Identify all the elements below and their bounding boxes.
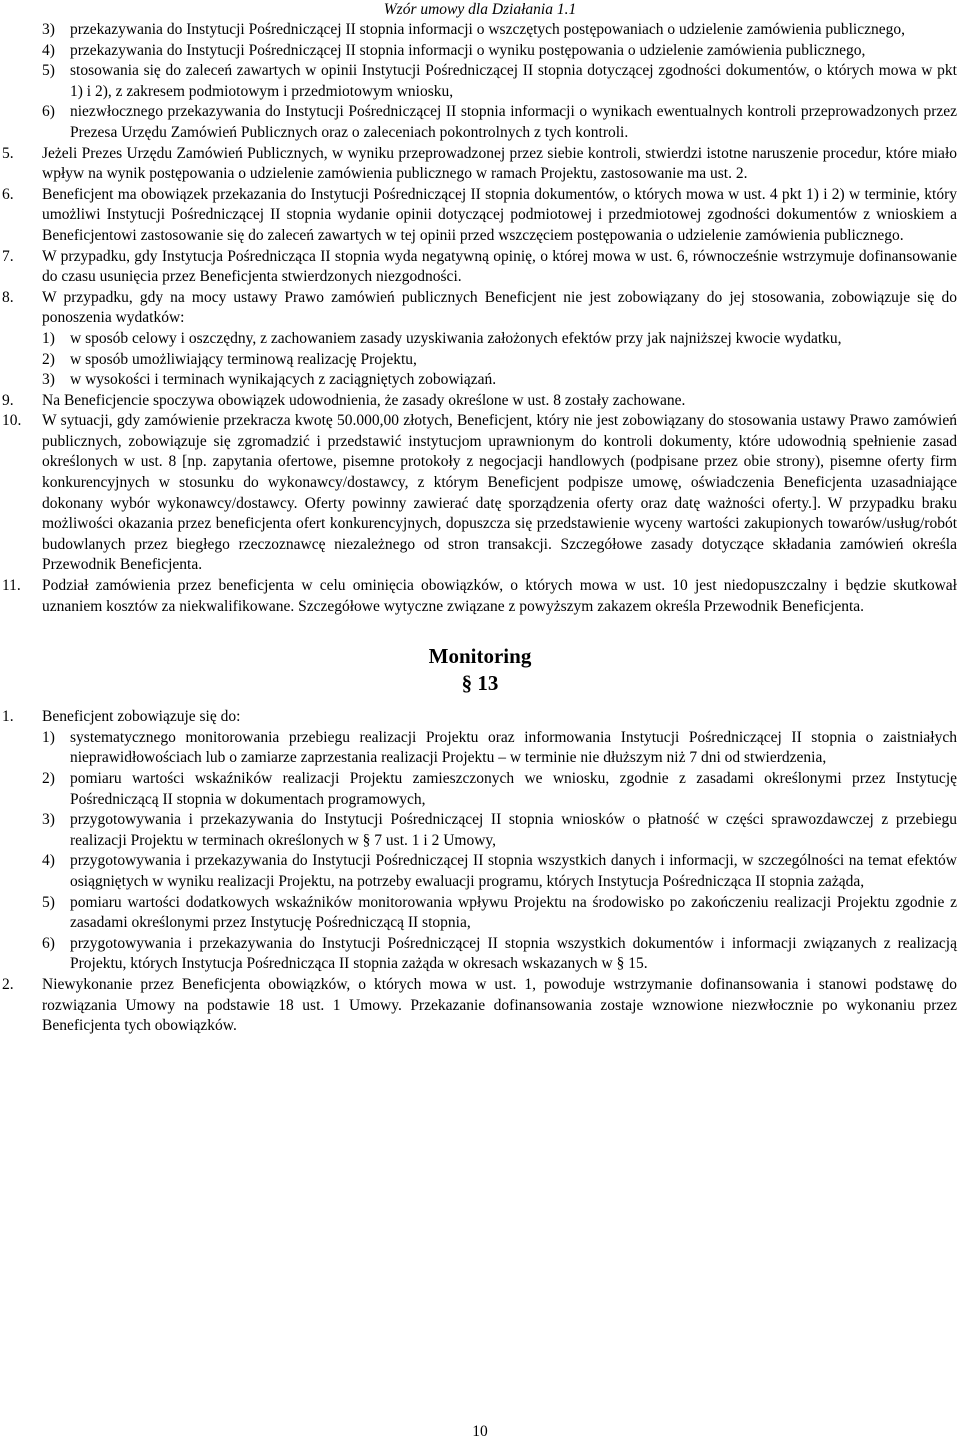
monitoring-paragraph-1: [0, 707, 960, 728]
paragraph-number: 8.: [2, 288, 14, 306]
paragraph-7: [0, 247, 960, 288]
paragraph-11: [0, 576, 960, 617]
paragraph-text: W przypadku, gdy Instytucja Pośrednicząca II stopnia wyda negatywną opinię, o której mowa w ust. 6, równocześnie wstrzymuje dofinansowanie do czasu usunięcia przez Beneficjenta stwierdzonych niezgodności.: [42, 247, 957, 286]
list-item: [0, 810, 960, 851]
paragraph-number: 5.: [2, 144, 14, 162]
item-number: 4): [42, 41, 55, 59]
paragraph-text: Podział zamówienia przez beneficjenta w celu ominięcia obowiązków, o których mowa w ust. 10 jest niedopuszczalny i będzie skutkował uznaniem kosztów za niekwalifikowane. Szczegółowe wytyczne związane z powyższym zakazem określa Przewodnik Beneficjenta.: [42, 577, 957, 615]
section-number: § 13: [461, 671, 499, 696]
item-number: 6): [42, 103, 55, 121]
paragraph-text: Niewykonanie przez Beneficjenta obowiązków, o których mowa w ust. 1, powoduje wstrzymanie dofinansowania i stanowi podstawę do rozwiązania Umowy na podstawie 18 ust. 1 Umowy. Przekazanie dofinansowania zostaje wznowione niezwłocznie po wykonaniu przez Beneficjenta tych obowiązków.: [42, 975, 957, 1035]
item-text: przekazywania do Instytucji Pośredniczącej II stopnia informacji o wszczętych postępowaniach o udzielenie zamówienia publicznego,: [70, 21, 905, 38]
item-text: w sposób celowy i oszczędny, z zachowaniem zasady uzyskiwania założonych efektów przy jak najniższej kwocie wydatku,: [70, 329, 842, 347]
list-item: [0, 851, 960, 892]
item-number: 2): [42, 350, 55, 368]
list-item: [0, 20, 960, 41]
paragraph-number: 11.: [2, 577, 21, 595]
paragraph-list-b: [0, 391, 960, 618]
paragraph-number: 1.: [2, 708, 14, 726]
list-item: [0, 350, 960, 371]
paragraph-text: Jeżeli Prezes Urzędu Zamówień Publicznych, w wyniku przeprowadzonej przez siebie kontroli, stwierdzi istotne naruszenie procedur, które miało wpływ na wynik postępowania o udzielenie zamówienia publicznego w ramach Projektu, zastosowanie ma ust. 2.: [42, 144, 957, 183]
list-item: [0, 893, 960, 934]
paragraph-text: W przypadku, gdy na mocy ustawy Prawo zamówień publicznych Beneficjent nie jest zobowiązany do jej stosowania, zobowiązuje się do ponoszenia wydatków:: [42, 288, 957, 327]
monitoring-subitem-list: [0, 728, 960, 975]
paragraph-text: Na Beneficjencie spoczywa obowiązek udowodnienia, że zasady określone w ust. 8 zostały zachowane.: [42, 391, 686, 409]
item-number: 1): [42, 329, 55, 347]
item-text: systematycznego monitorowania przebiegu realizacji Projektu oraz informowania Instytucji Pośredniczącej II stopnia o zaistniałych nieprawidłowościach lub o zamiarze zaprzestania realizacji Projektu – w terminie nie dłuższym niż 7 dni od stwierdzenia,: [70, 728, 957, 767]
paragraph-number: 9.: [2, 391, 14, 409]
page-header: Wzór umowy dla Działania 1.1: [383, 1, 577, 18]
item-number: 1): [42, 728, 55, 746]
item-text: niezwłocznego przekazywania do Instytucji Pośredniczącej II stopnia informacji o wynikach ewentualnych kontroli przeprowadzonych przez Prezesa Urzędu Zamówień Publicznych oraz o zaleceniach pokontrolnych z tych kontroli.: [70, 103, 957, 141]
paragraph-number: 10.: [2, 412, 22, 430]
item-text: przekazywania do Instytucji Pośredniczącej II stopnia informacji o wyniku postępowania o udzielenie zamówienia publicznego,: [70, 41, 866, 59]
list-item: [0, 329, 960, 350]
item-text: przygotowywania i przekazywania do Instytucji Pośredniczącej II stopnia wszystkich dokumentów i informacji związanych z realizacją Projektu, których Instytucja Pośrednicząca II stopnia zażąda w okresach wskazanych w § 15.: [70, 934, 957, 973]
page-number: 10: [472, 1423, 488, 1440]
paragraph-5: [0, 144, 960, 185]
paragraph-number: 6.: [2, 185, 14, 203]
item-text: pomiaru wartości dodatkowych wskaźników monitorowania wpływu Projektu na środowisko po zakończeniu realizacji Projektu zgodnie z zasadami określonymi przez Instytucję Pośredniczącą II stopnia,: [70, 893, 957, 932]
item-text: przygotowywania i przekazywania do Instytucji Pośredniczącej II stopnia wszystkich danych i informacji, w szczególności na temat efektów osiągniętych w wyniku realizacji Projektu, na potrzeby ewaluacji programu, których Instytucja Pośrednicząca II stopnia zażąda,: [70, 852, 957, 890]
document-body: [0, 20, 960, 1037]
spacer: [0, 617, 960, 643]
paragraph-10: [0, 411, 960, 576]
list-item: [0, 934, 960, 975]
paragraph-list-a: [0, 144, 960, 329]
monitoring-paragraph-2: [0, 975, 960, 1037]
list-item: [0, 41, 960, 62]
item-number: 5): [42, 893, 55, 911]
list-item: [0, 102, 960, 143]
item-text: przygotowywania i przekazywania do Instytucji Pośredniczącej II stopnia wniosków o płatność w części sprawozdawczej z przebiegu realizacji Projektu w terminach określonych w § 7 ust. 1 i 2 Umowy,: [70, 811, 957, 849]
item-number: 4): [42, 852, 55, 870]
item-number: 2): [42, 770, 55, 787]
paragraph-number: 7.: [2, 247, 14, 265]
item-number: 3): [42, 371, 55, 389]
item-text: w wysokości i terminach wynikających z zaciągniętych zobowiązań.: [70, 371, 497, 389]
item-number: 5): [42, 62, 55, 80]
paragraph-8-subitems: [0, 329, 960, 391]
spacer: [0, 697, 960, 707]
item-text: stosowania się do zaleceń zawartych w opinii Instytucji Pośredniczącej II stopnia dotyczącej zgodności dokumentów, o których mowa w pkt 1) i 2), z zakresem podmiotowym i przedmiotowym wniosku,: [70, 62, 957, 100]
paragraph-text: Beneficjent zobowiązuje się do:: [42, 708, 241, 726]
item-number: 6): [42, 934, 55, 952]
item-text: pomiaru wartości wskaźników realizacji Projektu zamieszczonych we wniosku, zgodnie z zasadami określonymi przez Instytucję Pośredniczącą II stopnia w dokumentach programowych,: [70, 770, 957, 808]
paragraph-8: [0, 288, 960, 329]
list-item: [0, 728, 960, 769]
item-number: 3): [42, 21, 55, 38]
item-number: 3): [42, 811, 55, 829]
paragraph-text: Beneficjent ma obowiązek przekazania do Instytucji Pośredniczącej II stopnia dokumentów, o których mowa w ust. 4 pkt 1) i 2) w terminie, który umożliwi Instytucji Pośredniczącej II stopnia wydanie opinii dotyczącej podmiotowej i przedmiotowej zgodności dokumentów z wnioskiem a Beneficjentowi zastosowanie się do zaleceń zawartych w tej opinii przed wszczęciem postępowania o udzielenie zamówienia publicznego.: [42, 185, 957, 244]
item-text: w sposób umożliwiający terminową realizację Projektu,: [70, 350, 417, 368]
section-title: Monitoring: [428, 644, 532, 669]
paragraph-6: [0, 185, 960, 247]
top-subitem-list: [0, 20, 960, 144]
paragraph-text: W sytuacji, gdy zamówienie przekracza kwotę 50.000,00 złotych, Beneficjent, który nie jest zobowiązany do stosowania ustawy Prawo zamówień publicznych, zobowiązuje się zgromadzić i przedstawić instytucjom uprawnionym do kontroli dokumenty, które udowodnią spełnienie zasad określonych w ust. 8 [np. zapytania ofertowe, pisemne protokoły z negocjacji handlowych (podpisane przez obie strony), pisemne oferty firm konkurencyjnych w stosunku do wykonawcy/dostawcy, z którym Beneficjent podpisze umowę, oświadczenia Beneficjenta uzasadniające dokonany wybór wykonawcy/dostawcy. Oferty powinny zawierać datę sporządzenia oferty oraz datę ważności oferty.]. W przypadku braku możliwości okazania przez beneficjenta ofert konkurencyjnych, dopuszcza się przedstawienie wyceny wartości zakupionych towarów/usług/robót budowlanych przez biegłego rzeczoznawcę niezależnego od stron transakcji. Szczegółowe zasady dotyczące składania zamówień określa Przewodnik Beneficjenta.: [42, 412, 957, 574]
list-item: [0, 61, 960, 102]
paragraph-number: 2.: [2, 975, 14, 993]
list-item: [0, 370, 960, 391]
paragraph-9: [0, 391, 960, 412]
list-item: [0, 769, 960, 810]
